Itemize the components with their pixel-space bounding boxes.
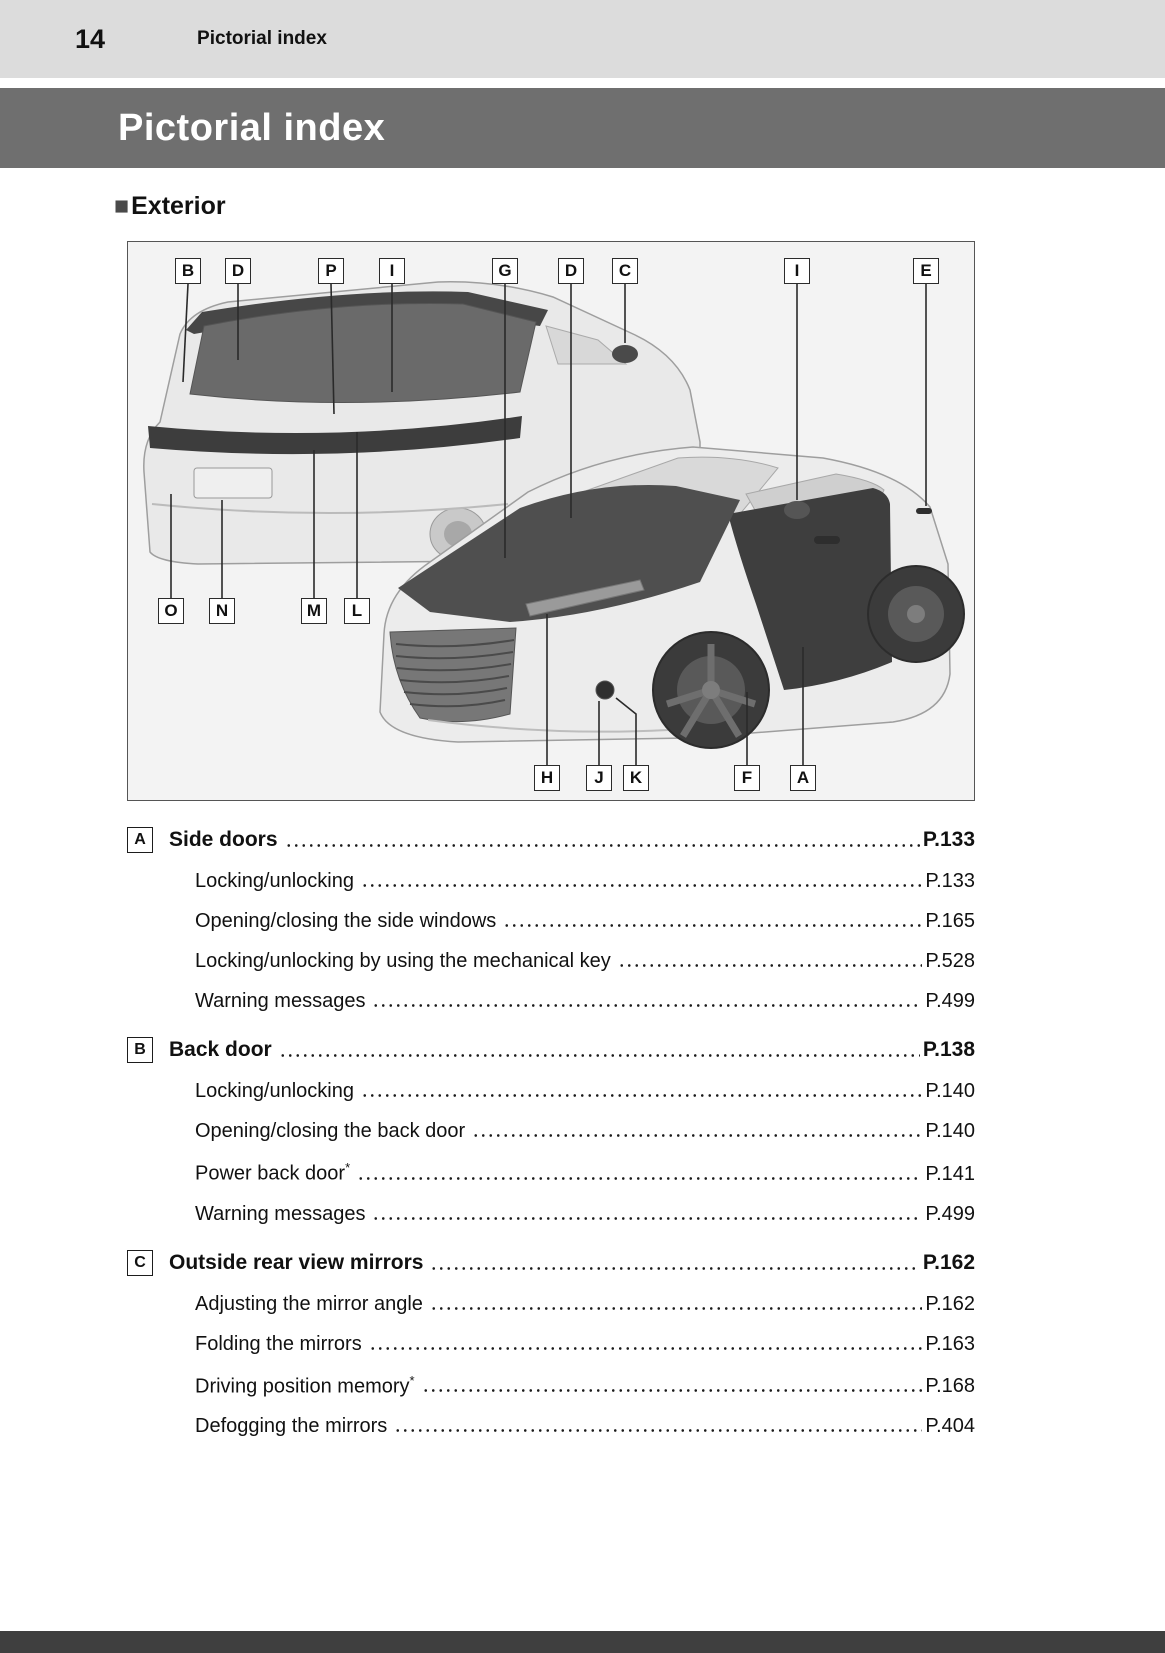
index-section-b [127,1037,975,1226]
subentry-page-ref: P.141 [925,1162,975,1185]
leader-dots [618,962,923,969]
subentry-label: Locking/unlocking [195,1080,354,1102]
subentry-page-ref: P.133 [925,870,975,892]
leader-dots [372,1215,922,1222]
diagram-label-p: P [318,258,344,284]
subentry-page-ref: P.163 [925,1332,975,1355]
index-subentry [127,1203,975,1226]
entry-letter-badge: B [127,1037,153,1063]
leader-dots [279,1052,920,1059]
index-subentry [127,950,975,973]
diagram-label-b: B [175,258,201,284]
front-car-mirror [784,501,810,519]
leader-dots [503,922,922,929]
subentry-label: Locking/unlocking by using the mechanical key [195,950,611,972]
leader-dots [285,842,920,849]
subentry-label: Power back door* [195,1160,351,1185]
diagram-label-l: L [344,598,370,624]
index-subentry [127,1160,975,1186]
leader-dots [430,1305,922,1312]
entry-letter-badge: C [127,1250,153,1276]
leader-dots [361,1092,922,1099]
car-illustration-svg [128,242,976,802]
subentry-page-ref: P.499 [925,1202,975,1225]
diagram-label-h: H [534,765,560,791]
subentry-label: Opening/closing the side windows [195,910,497,932]
index-section-a [127,827,975,1013]
diagram-label-k: K [623,765,649,791]
subentry-label: Driving position memory* [195,1372,415,1398]
index-subentry [127,1293,975,1316]
subentry-label: Locking/unlocking [195,870,354,892]
footer-bar [0,1631,1165,1653]
diagram-label-i: I [784,258,810,284]
diagram-label-n: N [209,598,235,624]
index-subentry [127,990,975,1013]
leader-dots [369,1345,923,1352]
fog-light [596,681,614,699]
entry-title: Side doors [169,828,278,851]
footnote-asterisk: * [345,1160,351,1175]
subentry-page-ref: P.165 [925,910,975,932]
entry-page-ref: P.162 [922,1250,975,1274]
subentry-label: Warning messages [195,990,366,1012]
index-subentry [127,1120,975,1143]
leader-dots [422,1387,923,1394]
index-entry [127,1250,975,1276]
leader-dots [430,1265,919,1272]
subentry-label: Defogging the mirrors [195,1415,388,1438]
diagram-label-m: M [301,598,327,624]
diagram-label-e: E [913,258,939,284]
diagram-label-g: G [492,258,518,284]
subentry-page-ref: P.140 [925,1120,975,1142]
diagram-label-j: J [586,765,612,791]
door-handle [814,536,840,544]
entry-page-ref: P.138 [922,1038,975,1061]
subentry-page-ref: P.168 [925,1375,975,1398]
subentry-label: Folding the mirrors [195,1332,362,1355]
entry-letter-badge: A [127,827,153,853]
index-entry [127,827,975,853]
index-subentry [127,1415,975,1438]
index-entry [127,1037,975,1063]
page-number: 14 [75,23,106,54]
subentry-page-ref: P.404 [925,1415,975,1438]
page-header [0,0,1165,78]
index-subentry [127,1080,975,1103]
entry-title: Back door [169,1038,272,1061]
index-subentry [127,1333,975,1356]
section-title: Exterior [131,192,226,220]
index-subentry [127,870,975,893]
leader-dots [394,1427,922,1434]
rear-car-mirror [612,345,638,363]
section-square-marker: ■ [114,192,130,220]
subentry-page-ref: P.162 [925,1292,975,1315]
diagram-label-c: C [612,258,638,284]
diagram-label-f: F [734,765,760,791]
diagram-label-d: D [558,258,584,284]
pictorial-index-list [127,827,975,1438]
diagram-label-i: I [379,258,405,284]
footnote-asterisk: * [409,1372,415,1388]
section-heading [114,192,1165,221]
entry-page-ref: P.133 [922,828,975,851]
diagram-label-a: A [790,765,816,791]
index-section-c [127,1250,975,1439]
exterior-diagram [127,241,975,801]
subentry-page-ref: P.528 [925,950,975,972]
diagram-label-o: O [158,598,184,624]
index-subentry [127,910,975,933]
leader-dots [472,1132,922,1139]
leader-dots [361,882,922,889]
diagram-label-d: D [225,258,251,284]
subentry-label: Adjusting the mirror angle [195,1292,423,1315]
subentry-label: Opening/closing the back door [195,1120,466,1142]
leader-dots [357,1175,922,1182]
subentry-label: Warning messages [195,1202,366,1225]
subentry-page-ref: P.499 [925,990,975,1012]
chapter-banner-title: Pictorial index [118,107,386,149]
entry-title: Outside rear view mirrors [169,1250,424,1274]
chapter-banner [0,88,1165,168]
leader-dots [372,1002,922,1009]
running-header-title: Pictorial index [197,28,327,49]
index-subentry [127,1373,975,1399]
subentry-page-ref: P.140 [925,1080,975,1102]
